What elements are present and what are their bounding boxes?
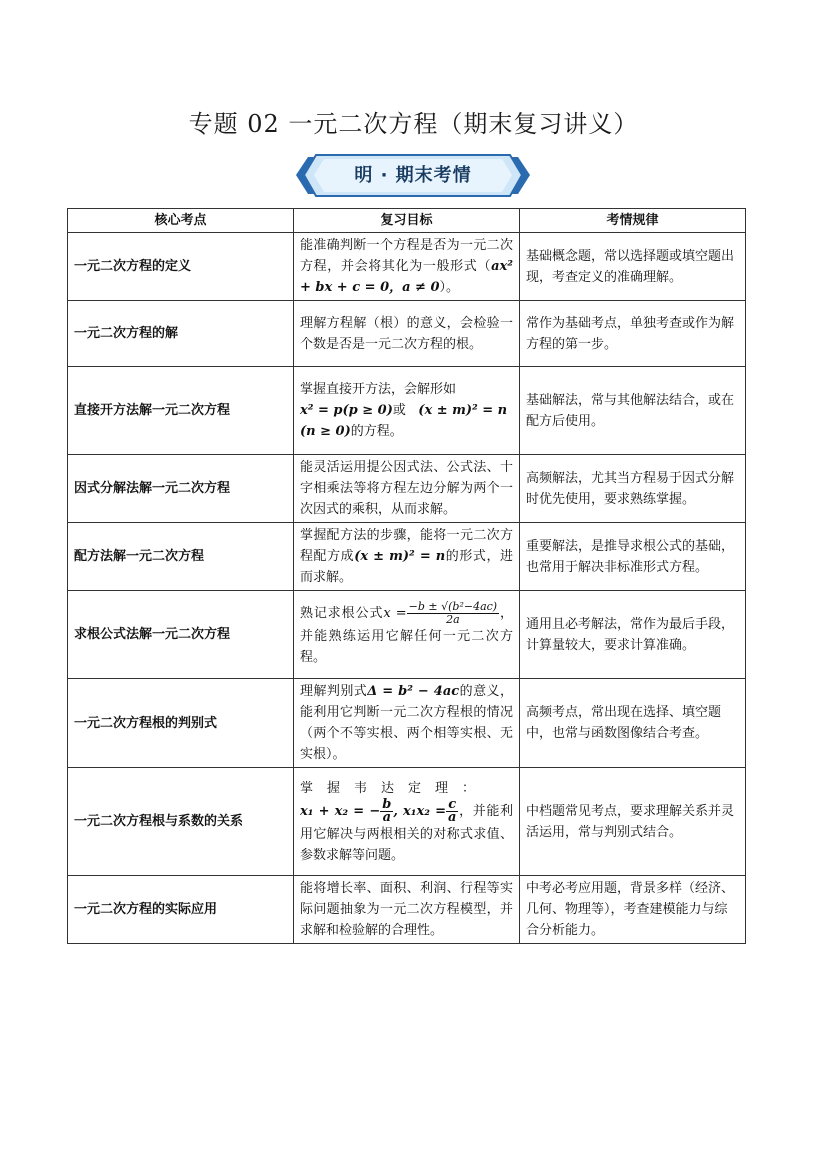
row-pattern: 高频考点，常出现在选择、填空题中，也常与函数图像结合考查。 — [520, 679, 746, 768]
table-row — [68, 367, 746, 455]
page-title: 专题 02 一元二次方程（期末复习讲义） — [188, 110, 639, 138]
row-goal: 掌握韦达定理： x₁ + x₂ = − $\frac{b}{a}$ , x₁x₂ = $\frac{c}{a}$ ，并能利用它解决与两根相关的对称式求值、参数求解等问题。 — [294, 768, 520, 876]
table-row — [68, 768, 746, 876]
row-goal: 熟记求根公式x = $\frac{\text{−b ± √(b²−4ac)}}{2a}$ ，并能熟练运用它解任何一元二次方程。 — [294, 591, 520, 679]
discriminant-formula: Δ = b² − 4ac — [367, 684, 460, 699]
quadratic-formula-lhs: x = — [383, 606, 407, 621]
sqrt-form-condition: (n ≥ 0) — [300, 424, 351, 439]
row-goal: 掌握配方法的步骤，能将一元二次方程配方成(x ± m)² = n的形式，进而求解。 — [294, 523, 520, 591]
row-topic: 求根公式法解一元二次方程 — [68, 591, 294, 679]
row-goal: 能灵活运用提公因式法、公式法、十字相乘法等将方程左边分解为两个一次因式的乘积，从而求解。 — [294, 455, 520, 523]
table-row — [68, 523, 746, 591]
table-row — [68, 233, 746, 301]
sqrt-form-formula-1: x² = p(p ≥ 0) — [300, 403, 393, 418]
section-banner — [296, 153, 530, 198]
row-goal: 能准确判断一个方程是否为一元二次方程，并会将其化为一般形式（ax² + bx + c = 0，a ≠ 0）。 — [294, 233, 520, 301]
table-row — [68, 876, 746, 944]
row-topic: 一元二次方程的实际应用 — [68, 876, 294, 944]
row-goal: 能将增长率、面积、利润、行程等实际问题抽象为一元二次方程模型，并求解和检验解的合理性。 — [294, 876, 520, 944]
completed-square-formula: (x ± m)² = n — [354, 549, 446, 564]
table-row — [68, 679, 746, 768]
header-core-topic: 核心考点 — [68, 209, 294, 233]
row-pattern: 通用且必考解法，常作为最后手段，计算量较大，要求计算准确。 — [520, 591, 746, 679]
row-pattern: 常作为基础考点，单独考查或作为解方程的第一步。 — [520, 301, 746, 367]
quadratic-formula-fraction: $\frac{\text{−b ± √(b²−4ac)}}{2a}$ — [408, 600, 498, 626]
row-topic: 直接开方法解一元二次方程 — [68, 367, 294, 455]
header-exam-pattern: 考情规律 — [520, 209, 746, 233]
row-topic: 一元二次方程根的判别式 — [68, 679, 294, 768]
row-pattern: 高频解法，尤其当方程易于因式分解时优先使用，要求熟练掌握。 — [520, 455, 746, 523]
table-row — [68, 591, 746, 679]
banner-label: 明 · 期末考情 — [354, 165, 472, 186]
sqrt-form-formula-2: (x ± m)² = n — [418, 403, 508, 418]
table-header-row — [68, 209, 746, 233]
row-pattern: 基础解法，常与其他解法结合，或在配方后使用。 — [520, 367, 746, 455]
row-topic: 一元二次方程根与系数的关系 — [68, 768, 294, 876]
row-topic: 因式分解法解一元二次方程 — [68, 455, 294, 523]
row-pattern: 基础概念题，常以选择题或填空题出现，考查定义的准确理解。 — [520, 233, 746, 301]
header-review-goal: 复习目标 — [294, 209, 520, 233]
row-topic: 配方法解一元二次方程 — [68, 523, 294, 591]
row-goal: 理解判别式Δ = b² − 4ac的意义，能利用它判断一元二次方程根的情况（两个不等实根、两个相等实根、无实根）。 — [294, 679, 520, 768]
table-row — [68, 455, 746, 523]
row-topic: 一元二次方程的定义 — [68, 233, 294, 301]
general-form-formula: ax² + bx + c = 0，a ≠ 0 — [300, 259, 513, 295]
table-row — [68, 301, 746, 367]
row-pattern: 重要解法，是推导求根公式的基础，也常用于解决非标准形式方程。 — [520, 523, 746, 591]
row-pattern: 中档题常见考点，要求理解关系并灵活运用，常与判别式结合。 — [520, 768, 746, 876]
vieta-product-formula: , x₁x₂ = — [393, 803, 446, 819]
row-goal: 掌握直接开方法，会解形如 x² = p(p ≥ 0)或 (x ± m)² = n (n ≥ 0)的方程。 — [294, 367, 520, 455]
exam-topics-table — [67, 208, 746, 944]
vieta-sum-formula: x₁ + x₂ = − — [300, 803, 381, 819]
row-goal: 理解方程解（根）的意义，会检验一个数是否是一元二次方程的根。 — [294, 301, 520, 367]
row-topic: 一元二次方程的解 — [68, 301, 294, 367]
row-pattern: 中考必考应用题，背景多样（经济、几何、物理等），考查建模能力与综合分析能力。 — [520, 876, 746, 944]
